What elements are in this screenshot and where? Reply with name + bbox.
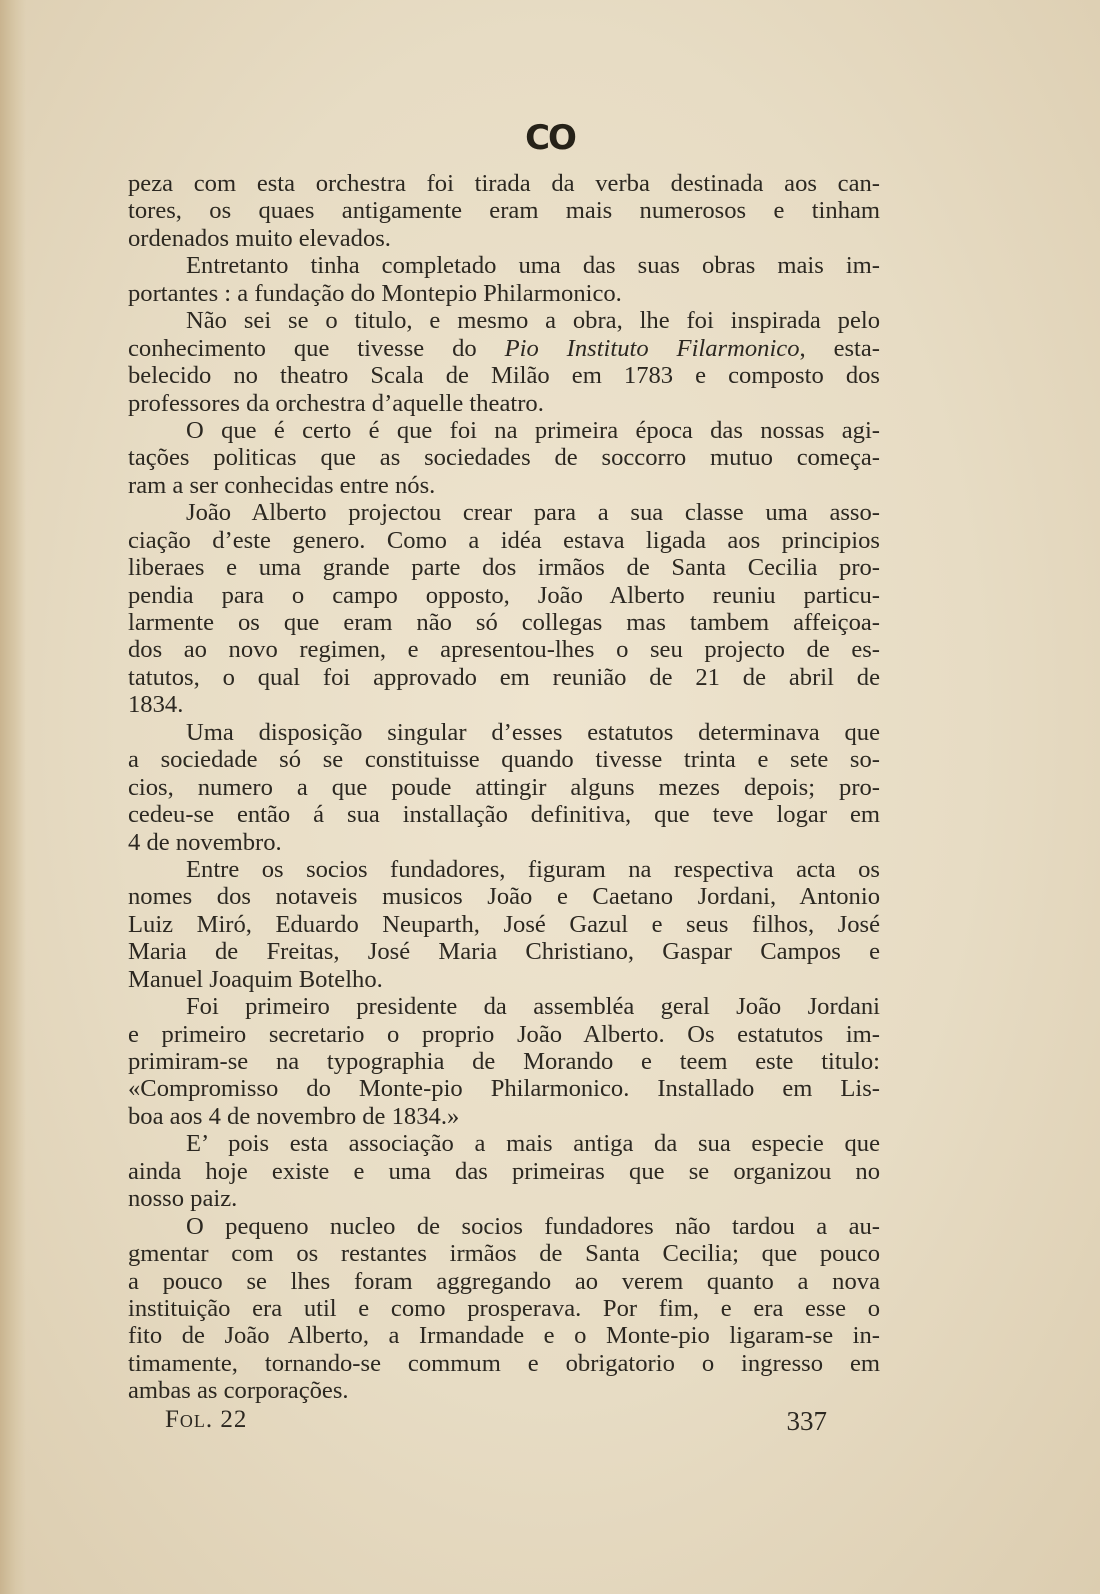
text-line: portantes : a fundação do Montepio Philarmonico.	[128, 279, 622, 307]
text-line: Manuel Joaquim Botelho.	[128, 965, 383, 993]
text-line: Não sei se o titulo, e mesmo a obra, lhe foi inspirada pelo	[186, 307, 880, 335]
text-line: Maria de Freitas, José Maria Christiano, Gaspar Campos e	[128, 938, 880, 966]
text-line: larmente os que eram não só collegas mas tambem affeiçoa-	[128, 609, 880, 636]
text-line: ciação d’este genero. Como a idéa estava ligada aos principios	[128, 526, 880, 554]
text-line: ram a ser conhecidas entre nós.	[128, 471, 436, 499]
text-line: tores, os quaes antigamente eram mais numerosos e tinham	[128, 197, 880, 225]
text-line: a sociedade só se constituisse quando tivesse trinta e sete so-	[128, 746, 880, 774]
text-line: O que é certo é que foi na primeira época das nossas agi-	[186, 416, 880, 444]
text-line	[128, 335, 880, 362]
text-line: pendia para o campo opposto, João Alberto reuniu particu-	[128, 581, 880, 609]
text-line: fito de João Alberto, a Irmandade e o Monte-pio ligaram-se in-	[128, 1322, 880, 1350]
text-line: dos ao novo regimen, e apresentou-lhes o seu projecto de es-	[128, 636, 880, 664]
page-header-ornament: CO	[525, 118, 575, 158]
text-line: tatutos, o qual foi approvado em reunião de 21 de abril de	[128, 663, 880, 691]
text-line: Luiz Miró, Eduardo Neuparth, José Gazul e seus filhos, José	[128, 910, 880, 938]
text-line: nomes dos notaveis musicos João e Caetano Jordani, Antonio	[128, 883, 880, 911]
text-line: primiram-se na typographia de Morando e teem este titulo:	[128, 1048, 880, 1075]
text-line: cios, numero a que poude attingir alguns mezes depois; pro-	[128, 773, 880, 801]
folio-label: Fol. 22	[165, 1406, 248, 1433]
page-number: 337	[786, 1406, 827, 1436]
text-line: tações politicas que as sociedades de soccorro mutuo começa-	[128, 444, 880, 472]
text-line: liberaes e uma grande parte dos irmãos de Santa Cecilia pro-	[128, 554, 880, 582]
text-line: Entretanto tinha completado uma das suas obras mais im-	[186, 252, 880, 280]
text-line: João Alberto projectou crear para a sua classe uma asso-	[186, 499, 880, 527]
text-line: ainda hoje existe e uma das primeiras que se organizou no	[128, 1157, 880, 1185]
italic-title: Pio Instituto Filarmonico	[504, 334, 800, 362]
text-line: boa aos 4 de novembro de 1834.»	[128, 1102, 460, 1130]
text-line: Entre os socios fundadores, figuram na respectiva acta os	[186, 855, 880, 883]
text-line: Uma disposição singular d’esses estatutos determinava que	[186, 718, 880, 746]
text-line: O pequeno nucleo de socios fundadores não tardou a au-	[186, 1212, 880, 1240]
text-line: 1834.	[128, 691, 184, 719]
text-line: instituição era util e como prosperava. Por fim, e era esse o	[128, 1294, 880, 1322]
text-line: cedeu-se então á sua installação definitiva, que teve logar em	[128, 801, 880, 829]
text-line: 4 de novembro.	[128, 828, 282, 856]
text-line: gmentar com os restantes irmãos de Santa Cecilia; que pouco	[128, 1240, 880, 1268]
page-footer	[165, 1406, 845, 1440]
text-line: Foi primeiro presidente da assembléa geral João Jordani	[186, 993, 880, 1021]
text-line: ambas as corporações.	[128, 1377, 349, 1405]
text-line: e primeiro secretario o proprio João Alberto. Os estatutos im-	[128, 1020, 880, 1048]
text-line: E’ pois esta associação a mais antiga da sua especie que	[186, 1130, 880, 1158]
text-fragment: conhecimento que tivesse do	[128, 334, 505, 362]
body-text	[128, 170, 880, 1405]
text-fragment: , esta-	[799, 334, 880, 362]
text-line: «Compromisso do Monte-pio Philarmonico. Installado em Lis-	[128, 1075, 880, 1103]
text-line: professores da orchestra d’aquelle theatro.	[128, 389, 544, 417]
text-line: peza com esta orchestra foi tirada da verba destinada aos can-	[128, 170, 880, 197]
text-line: ordenados muito elevados.	[128, 224, 391, 252]
text-line: a pouco se lhes foram aggregando ao verem quanto a nova	[128, 1267, 880, 1295]
text-line: belecido no theatro Scala de Milão em 1783 e composto dos	[128, 362, 880, 390]
text-line: nosso paiz.	[128, 1185, 238, 1213]
text-line: timamente, tornando-se commum e obrigatorio o ingresso em	[128, 1349, 880, 1377]
